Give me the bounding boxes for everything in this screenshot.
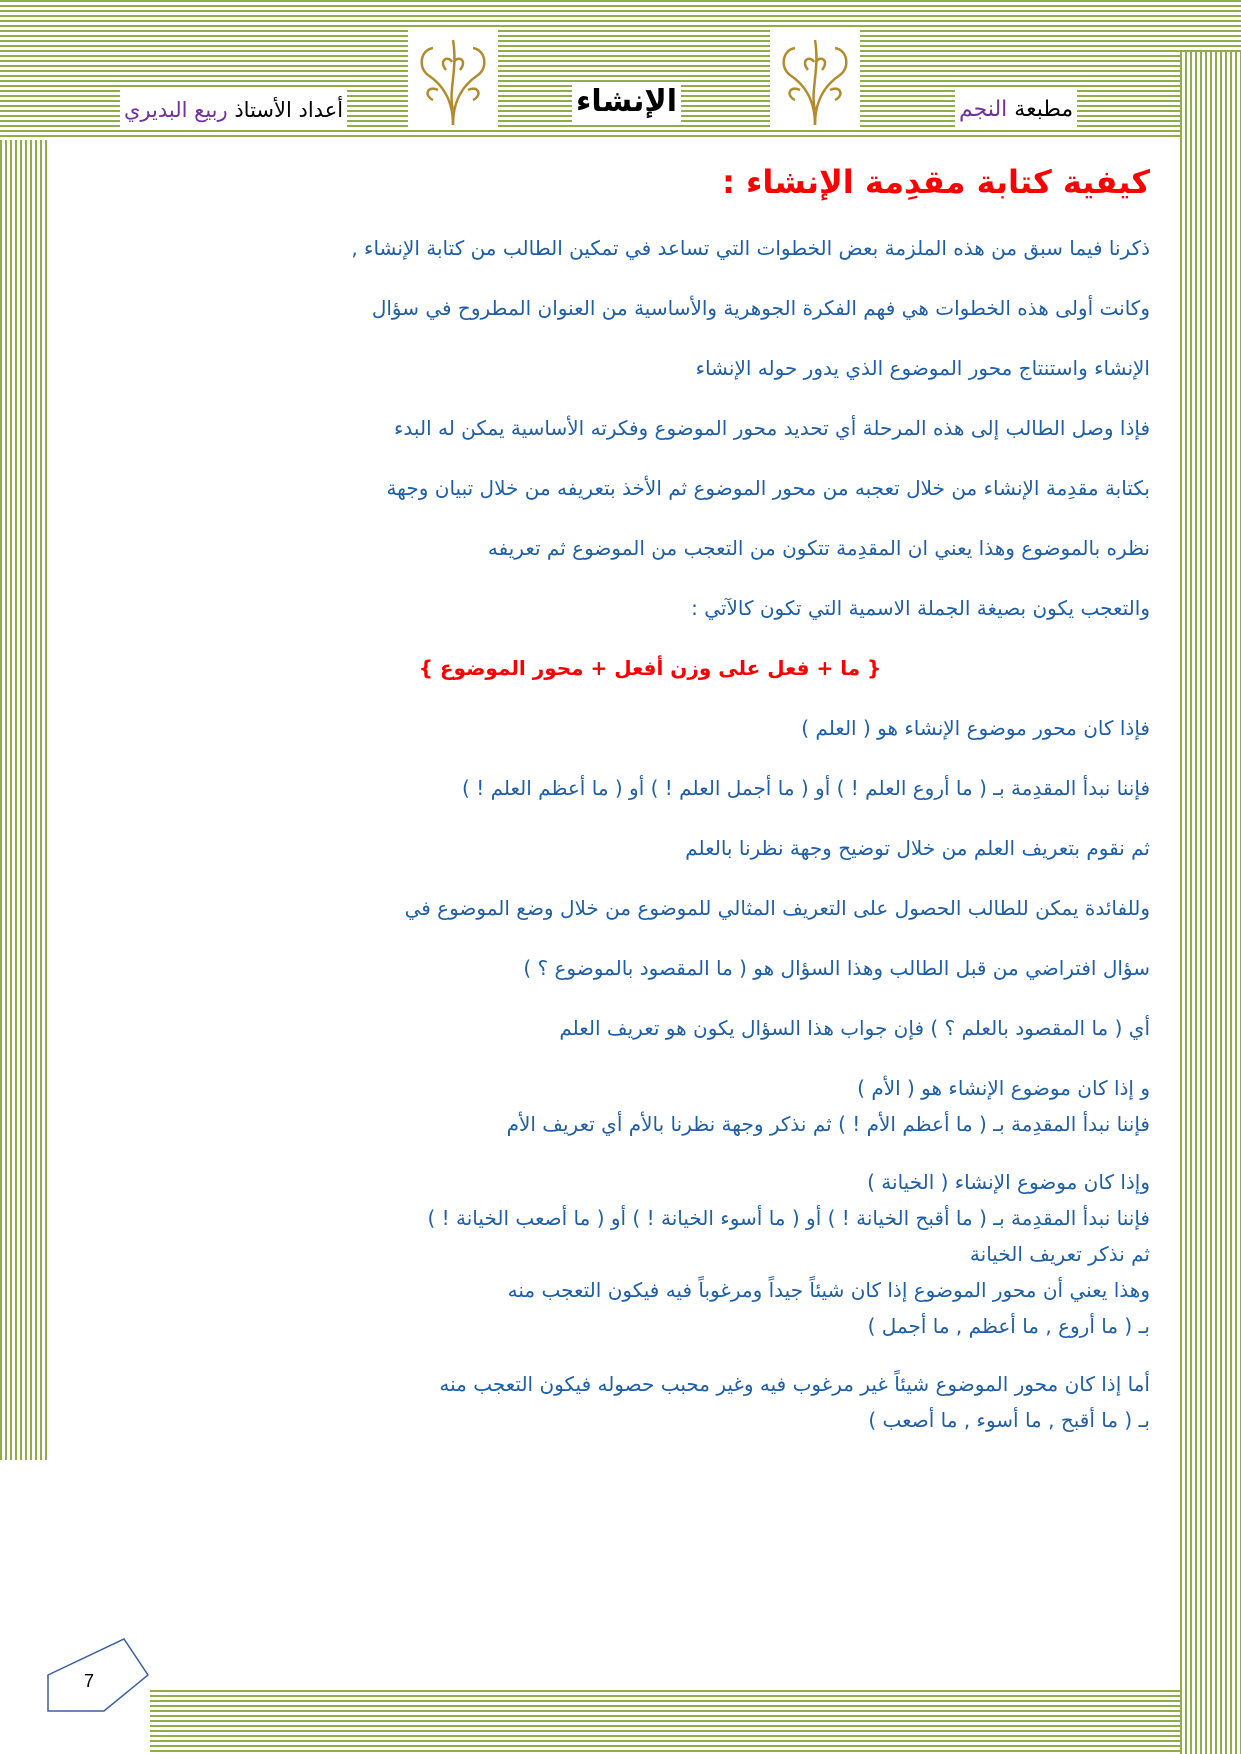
header-subject: الإنشاء xyxy=(572,82,681,122)
text-line: فإننا نبدأ المقدِمة بـ ( ما أعظم الأم ! ) ثم نذكر وجهة نظرنا بالأم أي تعريف الأم xyxy=(506,1112,1150,1136)
floral-ornament-right-icon xyxy=(770,30,860,130)
text-line: أي ( ما المقصود بالعلم ؟ ) فإن جواب هذا السؤال يكون هو تعريف العلم xyxy=(559,1016,1150,1040)
negative-topic-note xyxy=(150,1366,1150,1438)
bottom-border xyxy=(150,1690,1180,1754)
text-line: وللفائدة يمكن للطالب الحصول على التعريف المثالي للموضوع من خلال وضع الموضوع في xyxy=(404,896,1150,920)
page-content xyxy=(150,142,1150,1438)
press-prefix: مطبعة xyxy=(1014,97,1074,122)
text-line: فإننا نبدأ المقدِمة بـ ( ما أروع العلم ! ) أو ( ما أجمل العلم ! ) أو ( ما أعظم العلم ! ) xyxy=(462,776,1150,800)
right-border xyxy=(1180,52,1241,1754)
page-number-marker xyxy=(44,1635,154,1715)
text-line: وكانت أولى هذه الخطوات هي فهم الفكرة الجوهرية والأساسية من العنوان المطروح في سؤال xyxy=(371,296,1150,320)
page-number: 7 xyxy=(84,1671,95,1691)
text-line: وهذا يعني أن محور الموضوع إذا كان شيئاً جيداً ومرغوباً فيه فيكون التعجب منه xyxy=(507,1278,1150,1302)
text-line: الإنشاء واستنتاج محور الموضوع الذي يدور حوله الإنشاء xyxy=(695,356,1150,380)
text-line: بـ ( ما أقبح , ما أسوء , ما أصعب ) xyxy=(868,1408,1150,1432)
header-author xyxy=(120,90,347,130)
example-betrayal xyxy=(150,1164,1150,1344)
text-line: فإذا كان محور موضوع الإنشاء هو ( العلم ) xyxy=(801,716,1150,740)
author-name: ربيع البديري xyxy=(124,98,228,122)
text-line: بكتابة مقدِمة الإنشاء من خلال تعجبه من محور الموضوع ثم الأخذ بتعريفه من خلال تبيان وجهة xyxy=(386,476,1150,500)
header-press xyxy=(955,90,1077,130)
author-prefix: أعداد الأستاذ xyxy=(234,98,344,122)
example-knowledge xyxy=(150,698,1150,1058)
text-line: وإذا كان موضوع الإنشاء ( الخيانة ) xyxy=(867,1170,1150,1194)
text-line: ذكرنا فيما سبق من هذه الملزمة بعض الخطوات التي تساعد في تمكين الطالب من كتابة الإنشاء , xyxy=(351,236,1150,260)
floral-ornament-left-icon xyxy=(408,30,498,130)
text-line: ثم نقوم بتعريف العلم من خلال توضيح وجهة نظرنا بالعلم xyxy=(685,836,1150,860)
text-line: فإننا نبدأ المقدِمة بـ ( ما أقبح الخيانة ! ) أو ( ما أسوء الخيانة ! ) أو ( ما أصعب الخيانة ! ) xyxy=(427,1206,1150,1230)
text-line: سؤال افتراضي من قبل الطالب وهذا السؤال هو ( ما المقصود بالموضوع ؟ ) xyxy=(523,956,1150,980)
text-line: و إذا كان موضوع الإنشاء هو ( الأم ) xyxy=(857,1076,1150,1100)
intro-paragraph xyxy=(150,218,1150,638)
press-name: النجم xyxy=(959,97,1008,122)
text-line: أما إذا كان محور الموضوع شيئاً غير مرغوب فيه وغير محبب حصوله فيكون التعجب منه xyxy=(439,1372,1150,1396)
exclamation-formula: { ما + فعل على وزن أفعل + محور الموضوع } xyxy=(418,656,882,680)
text-line: فإذا وصل الطالب إلى هذه المرحلة أي تحديد محور الموضوع وفكرته الأساسية يمكن له البدء xyxy=(394,416,1150,440)
text-line: بـ ( ما أروع , ما أعظم , ما أجمل ) xyxy=(867,1314,1150,1338)
text-line: والتعجب يكون بصيغة الجملة الاسمية التي تكون كالآتي : xyxy=(691,596,1150,620)
left-border xyxy=(0,140,50,1460)
example-mother xyxy=(150,1070,1150,1142)
section-title: كيفية كتابة مقدِمة الإنشاء : xyxy=(722,163,1150,201)
text-line: ثم نذكر تعريف الخيانة xyxy=(969,1242,1150,1266)
text-line: نظره بالموضوع وهذا يعني ان المقدِمة تتكون من التعجب من الموضوع ثم تعريفه xyxy=(487,536,1150,560)
